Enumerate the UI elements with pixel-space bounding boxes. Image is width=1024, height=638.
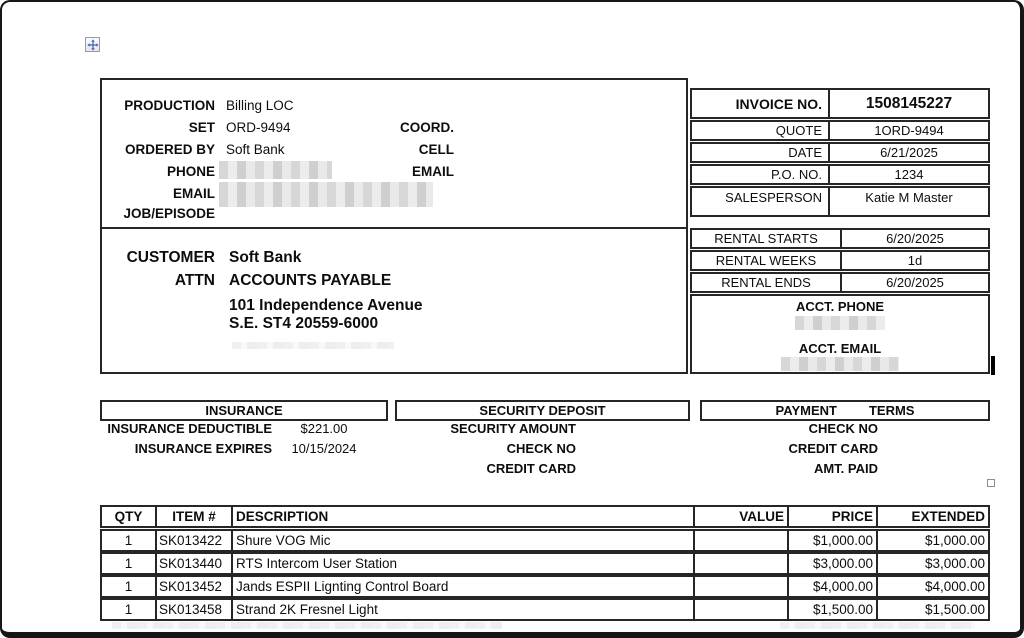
field-ordered-by [102, 138, 285, 160]
cell-qty: 1 [124, 556, 133, 571]
ghost-text-artifact [232, 342, 394, 349]
field-email [102, 182, 215, 204]
payment-credit-card-row [700, 438, 990, 458]
field-label: ORDERED BY [124, 141, 215, 157]
row-label: CREDIT CARD [788, 440, 878, 456]
row-value: 1ORD-9494 [874, 123, 944, 138]
invoice-row-invoice-no [690, 88, 990, 119]
field-value: 101 Independence Avenue [229, 297, 423, 314]
account-contact-box [690, 294, 990, 374]
invoice-row-po-no [690, 164, 990, 185]
row-label: INSURANCE EXPIRES [134, 440, 272, 456]
row-value: $221.00 [300, 420, 348, 436]
address-line [102, 297, 423, 315]
cell-value [695, 554, 787, 573]
insurance-expires-row [100, 438, 388, 458]
field-customer [102, 246, 301, 269]
field-value: S.E. ST4 20559-6000 [229, 315, 379, 332]
row-label: RENTAL STARTS [714, 231, 818, 246]
table-row [100, 529, 990, 552]
section-title: INSURANCE [205, 403, 283, 418]
move-icon [87, 39, 99, 51]
row-value: 6/21/2025 [880, 145, 938, 160]
field-label: SET [188, 119, 215, 135]
cell-extended: $4,000.00 [924, 579, 985, 594]
col-header-description: DESCRIPTION [236, 509, 329, 524]
cell-item: SK013458 [159, 602, 223, 617]
row-label: P.O. NO. [770, 167, 822, 182]
cell-item: SK013440 [159, 556, 223, 571]
table-row [100, 598, 990, 621]
field-label: JOB/EPISODE [123, 205, 215, 221]
row-value: 6/20/2025 [886, 275, 944, 290]
row-value: 6/20/2025 [886, 231, 944, 246]
field-attn [102, 269, 391, 292]
cell-value [695, 600, 787, 619]
section-title-word: TERMS [868, 403, 915, 418]
table-row [100, 575, 990, 598]
cell-value [695, 577, 787, 596]
cell-extended: $1,500.00 [924, 602, 985, 617]
field-value: ORD-9494 [226, 119, 291, 135]
field-set [102, 116, 291, 138]
cell-qty: 1 [124, 533, 133, 548]
row-label: CHECK NO [808, 420, 878, 436]
invoice-row-quote [690, 120, 990, 141]
rental-row-weeks [690, 250, 990, 271]
invoice-row-date [690, 142, 990, 163]
cell-price: $3,000.00 [812, 556, 873, 571]
security-check-no-row [395, 438, 690, 458]
row-label: CHECK NO [506, 440, 576, 456]
row-label: AMT. PAID [813, 460, 878, 476]
section-title: SECURITY DEPOSIT [479, 403, 606, 418]
rental-row-starts [690, 228, 990, 249]
row-label: QUOTE [775, 123, 822, 138]
row-label: RENTAL WEEKS [715, 253, 817, 268]
redacted-email-value [219, 182, 433, 207]
row-label: RENTAL ENDS [721, 275, 811, 290]
cell-item: SK013452 [159, 579, 223, 594]
items-table-header [100, 505, 990, 528]
security-credit-card-row [395, 458, 690, 478]
cell-value [695, 531, 787, 550]
text-cursor-artifact [991, 356, 995, 375]
field-phone [102, 160, 215, 182]
address-line [102, 315, 378, 333]
field-job-episode [102, 202, 215, 224]
redacted-acct-phone [795, 316, 885, 330]
ghost-row-artifact [112, 622, 502, 629]
cell-price: $1,500.00 [812, 602, 873, 617]
insurance-deductible-row [100, 418, 388, 438]
table-row [100, 552, 990, 575]
security-amount-row [395, 418, 690, 438]
field-label-coord: COORD. [400, 119, 454, 135]
row-label: INVOICE NO. [735, 95, 822, 112]
cell-extended: $1,000.00 [924, 533, 985, 548]
invoice-row-salesperson [690, 186, 990, 217]
col-header-item: ITEM # [172, 509, 216, 524]
col-header-value: VALUE [739, 509, 784, 524]
cell-price: $1,000.00 [812, 533, 873, 548]
row-value: 10/15/2024 [291, 440, 357, 456]
row-value: Katie M Master [865, 190, 953, 205]
field-label: EMAIL [173, 185, 215, 201]
col-header-price: PRICE [831, 509, 873, 524]
ghost-row-artifact [780, 622, 975, 629]
acct-email-label: ACCT. EMAIL [798, 341, 882, 356]
cell-description: Jands ESPII Lignting Control Board [236, 579, 449, 594]
field-label: PRODUCTION [124, 97, 215, 113]
redacted-acct-email [781, 357, 899, 371]
redacted-phone-value [219, 161, 332, 179]
field-label: ATTN [174, 271, 215, 289]
col-header-qty: QTY [114, 509, 143, 524]
order-header-box [100, 78, 688, 374]
section-title-word: PAYMENT [775, 403, 837, 418]
cell-description: Strand 2K Fresnel Light [236, 602, 378, 617]
field-label: PHONE [166, 163, 215, 179]
field-label-cell: CELL [418, 141, 454, 157]
cell-price: $4,000.00 [812, 579, 873, 594]
row-value: 1508145227 [865, 94, 953, 112]
row-label: SECURITY AMOUNT [450, 420, 576, 436]
row-label: CREDIT CARD [486, 460, 576, 476]
cell-qty: 1 [124, 579, 133, 594]
field-production [102, 94, 294, 116]
cell-description: RTS Intercom User Station [236, 556, 398, 571]
selection-handle[interactable] [987, 479, 995, 487]
col-header-extended: EXTENDED [911, 509, 985, 524]
field-value: ACCOUNTS PAYABLE [229, 271, 392, 289]
acct-phone-label: ACCT. PHONE [795, 299, 885, 314]
field-label-email2: EMAIL [412, 163, 454, 179]
cell-item: SK013422 [159, 533, 223, 548]
row-label: INSURANCE DEDUCTIBLE [107, 420, 272, 436]
field-value: Soft Bank [226, 141, 285, 157]
row-value: 1234 [894, 167, 924, 182]
cell-description: Shure VOG Mic [236, 533, 331, 548]
row-label: SALESPERSON [725, 190, 822, 205]
row-label: DATE [788, 145, 822, 160]
field-label: CUSTOMER [126, 248, 215, 266]
cell-qty: 1 [124, 602, 133, 617]
field-value: Billing LOC [226, 97, 294, 113]
field-value: Soft Bank [229, 248, 302, 266]
row-value: 1d [907, 253, 923, 268]
payment-amt-paid-row [700, 458, 990, 478]
move-handle-button[interactable] [85, 37, 100, 52]
payment-check-no-row [700, 418, 990, 438]
section-divider [100, 227, 688, 229]
cell-extended: $3,000.00 [924, 556, 985, 571]
rental-row-ends [690, 272, 990, 293]
